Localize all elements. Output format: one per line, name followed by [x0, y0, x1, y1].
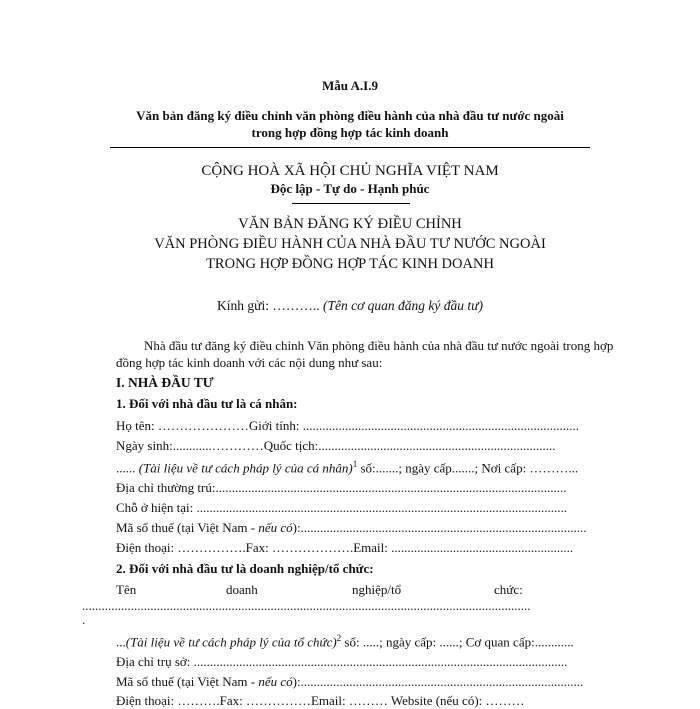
- org-legal-doc-details: số: .....; ngày cấp: ......; Cơ quan cấp:............: [341, 634, 574, 650]
- org-tax-label: Mã số thuế (tại Việt Nam -: [116, 674, 259, 689]
- form-subtitle-line1: Văn bản đăng ký điều chỉnh văn phòng điều hành của nhà đầu tư nước ngoài: [136, 108, 564, 123]
- section1-heading: I. NHÀ ĐẦU TƯ: [116, 375, 214, 390]
- individual-heading: 1. Đối với nhà đầu tư là cá nhân:: [116, 396, 298, 411]
- org-legal-doc-line: [116, 633, 574, 650]
- org-name-word-4: chức:: [494, 582, 523, 597]
- org-legal-doc-prefix: ...: [116, 634, 126, 650]
- intro-line1: Nhà đầu tư đăng ký điều chỉnh Văn phòng điều hành của nhà đầu tư nước ngoài trong hợp: [144, 338, 614, 353]
- motto-underline: [292, 203, 410, 204]
- org-legal-doc-type: (Tài liệu về tư cách pháp lý của tổ chức): [125, 634, 337, 650]
- recipient-label: Kính gửi: ………..: [217, 298, 320, 313]
- national-name: CỘNG HOÀ XÃ HỘI CHỦ NGHĨA VIỆT NAM: [201, 163, 499, 179]
- individual-name-line: Họ tên: …………………Giới tính: .....................................................................................: [116, 418, 579, 433]
- form-subtitle-line2: trong hợp đồng hợp tác kinh doanh: [251, 125, 449, 140]
- individual-phone-line: Điện thoại: …………….Fax: ……………….Email: ........................................................: [116, 540, 574, 555]
- footnote-ref-2: 2: [336, 633, 342, 643]
- individual-tax-line: [116, 520, 587, 536]
- tax-note: nếu có: [258, 520, 293, 535]
- individual-current-address: Chỗ ở hiện tại: ..................................................................................................................: [116, 500, 568, 515]
- individual-permanent-address: Địa chỉ thường trú:............................................................................................................: [116, 480, 567, 495]
- organization-heading: 2. Đối với nhà đầu tư là doanh nghiệp/tổ chức:: [116, 561, 374, 576]
- intro-line2: đồng hợp tác kinh doanh với các nội dung như sau:: [116, 355, 383, 370]
- org-phone-line: Điện thoại: ……….Fax: ……………Email: ……… Website (nếu có): ………: [116, 693, 525, 708]
- header-divider: [110, 147, 590, 148]
- org-name-word-3: nghiệp/tổ: [352, 582, 402, 597]
- legal-doc-prefix: ......: [116, 460, 139, 476]
- org-tax-dots: ):.......................................................................................: [292, 674, 584, 689]
- org-tax-note: nếu có: [258, 674, 293, 689]
- org-name-end-dot: .: [82, 612, 86, 627]
- footnote-ref-1: 1: [352, 459, 358, 469]
- doc-title-line3: TRONG HỢP ĐỒNG HỢP TÁC KINH DOANH: [206, 256, 494, 272]
- tax-dots: ):........................................................................................: [292, 520, 587, 535]
- org-name-dotted-line: ..........................................................................................................................................: [82, 598, 531, 613]
- legal-doc-type: (Tài liệu về tư cách pháp lý của cá nhân): [138, 460, 353, 476]
- org-tax-line: [116, 674, 583, 690]
- individual-dob-line: Ngày sinh:............…………Quốc tịch:.........................................................................: [116, 438, 556, 453]
- recipient-note: (Tên cơ quan đăng ký đầu tư): [319, 298, 483, 313]
- org-name-word-2: doanh: [226, 582, 258, 597]
- individual-legal-doc-line: [116, 459, 578, 476]
- tax-label: Mã số thuế (tại Việt Nam -: [116, 520, 259, 535]
- doc-title-line1: VĂN BẢN ĐĂNG KÝ ĐIỀU CHỈNH: [238, 216, 462, 232]
- doc-title-line2: VĂN PHÒNG ĐIỀU HÀNH CỦA NHÀ ĐẦU TƯ NƯỚC NGOÀI: [154, 236, 546, 252]
- org-address-line: Địa chỉ trụ sở: ...................................................................................................................: [116, 654, 568, 669]
- recipient-line: [0, 298, 700, 314]
- legal-doc-details: số:.......; ngày cấp.......; Nơi cấp: ………...: [357, 460, 579, 476]
- form-code: Mẫu A.I.9: [322, 78, 378, 93]
- org-name-word-1: Tên: [116, 582, 137, 597]
- national-motto: Độc lập - Tự do - Hạnh phúc: [270, 181, 430, 196]
